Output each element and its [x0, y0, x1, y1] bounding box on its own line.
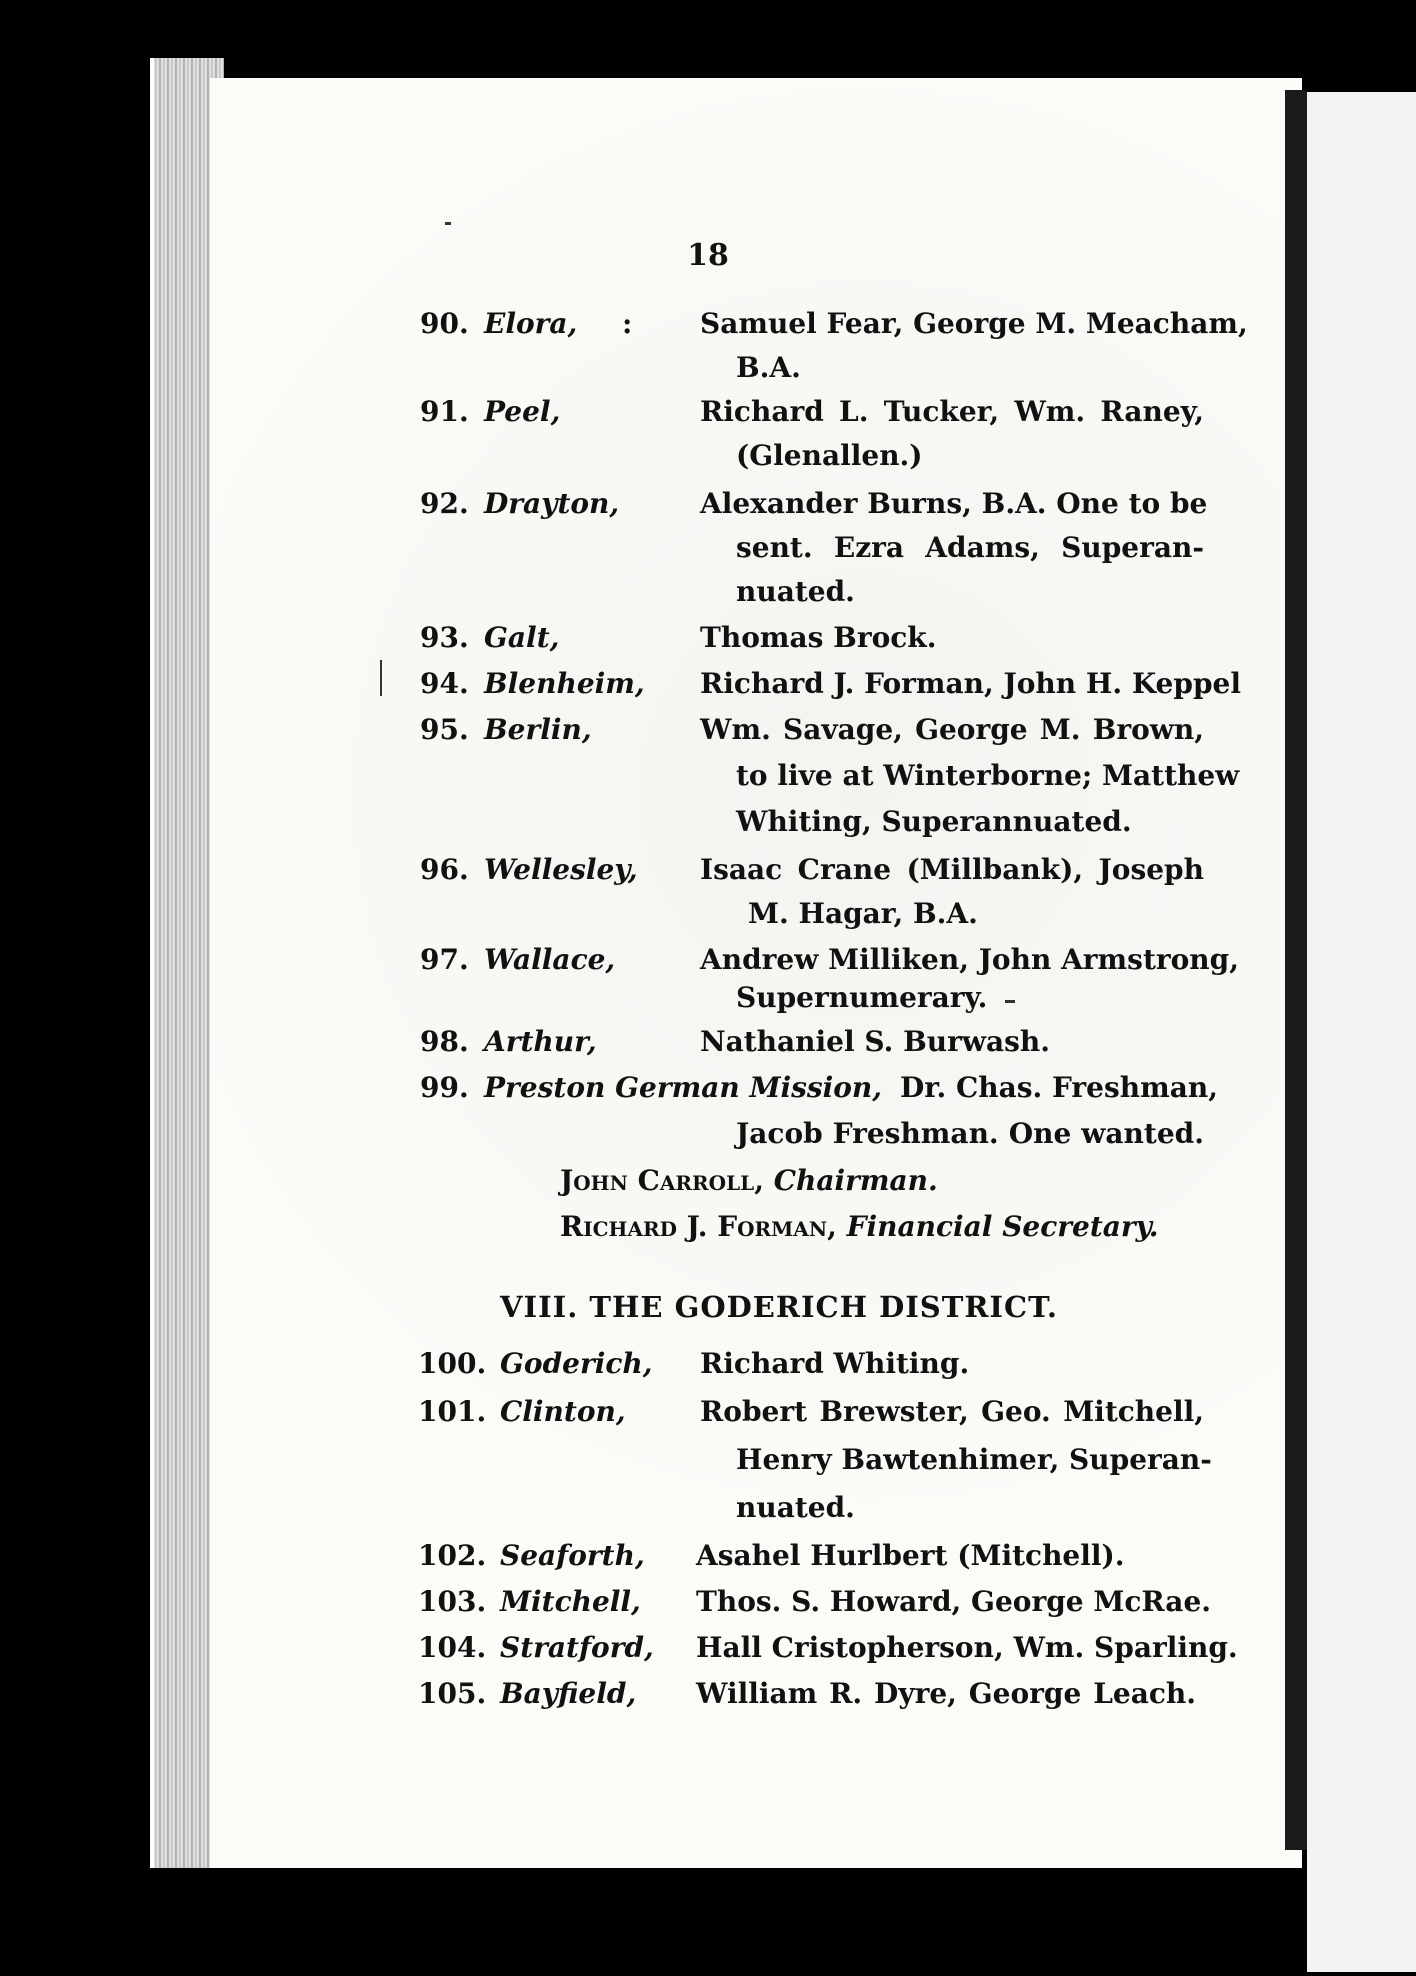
entry-pastors-line: Henry Bawtenhimer, Superan- — [736, 1443, 1212, 1476]
entry-number: 104. — [418, 1631, 487, 1664]
entry-pastors-line: Thomas Brock. — [700, 621, 937, 654]
entry-separator: : — [622, 307, 633, 340]
entry-place: Bayfield, — [500, 1677, 637, 1710]
entry-place: Preston German Mission, — [484, 1071, 883, 1104]
entry-number: 103. — [418, 1585, 487, 1618]
entry-number: 98. — [420, 1025, 469, 1058]
chairman-name: John Carroll, — [560, 1164, 764, 1197]
entry-number: 102. — [418, 1539, 487, 1572]
entry-pastors-line: M. Hagar, B.A. — [748, 897, 978, 930]
secretary-title: Financial Secretary. — [846, 1210, 1159, 1243]
entry-place: Arthur, — [484, 1025, 597, 1058]
chairman-signature — [560, 1164, 938, 1197]
entry-pastors-line: Samuel Fear, George M. Meacham, — [700, 307, 1248, 340]
entry-place: Wellesley, — [484, 853, 638, 886]
entry-pastors-line: Richard J. Forman, John H. Keppel — [700, 667, 1241, 700]
entry-pastors-line: Hall Cristopherson, Wm. Sparling. — [696, 1631, 1238, 1664]
entry-place: Berlin, — [484, 713, 592, 746]
entry-place: Elora, — [484, 307, 578, 340]
secretary-name: Richard J. Forman, — [560, 1210, 837, 1243]
entry-number: 105. — [418, 1677, 487, 1710]
entry-number: 101. — [418, 1395, 487, 1428]
entry-number: 93. — [420, 621, 469, 654]
entry-pastors-line: sent. Ezra Adams, Superan- — [736, 531, 1204, 564]
entry-number: 100. — [418, 1347, 487, 1380]
entry-pastors-line: Wm. Savage, George M. Brown, — [700, 713, 1204, 746]
entry-pastors-line: Andrew Milliken, John Armstrong, — [700, 943, 1239, 976]
entry-pastors-line: Nathaniel S. Burwash. — [700, 1025, 1050, 1058]
entry-number: 94. — [420, 667, 469, 700]
chairman-title: Chairman. — [773, 1164, 938, 1197]
entry-number: 95. — [420, 713, 469, 746]
entry-pastors-line: (Glenallen.) — [736, 439, 923, 472]
entry-place: Clinton, — [500, 1395, 626, 1428]
entry-pastors-line: Jacob Freshman. One wanted. — [736, 1117, 1204, 1150]
entry-pastors-line: Robert Brewster, Geo. Mitchell, — [700, 1395, 1204, 1428]
entry-pastors-line: nuated. — [736, 1491, 855, 1524]
district-heading: VIII. THE GODERICH DISTRICT. — [500, 1290, 1059, 1324]
entry-pastors-line: Dr. Chas. Freshman, — [900, 1071, 1218, 1104]
entry-pastors-line: Asahel Hurlbert (Mitchell). — [696, 1539, 1125, 1572]
entry-pastors-line: Richard Whiting. — [700, 1347, 970, 1380]
entry-place: Galt, — [484, 621, 560, 654]
entry-number: 92. — [420, 487, 469, 520]
entry-pastors-line: William R. Dyre, George Leach. — [696, 1677, 1196, 1710]
entry-pastors-line: Supernumerary. — [736, 981, 988, 1014]
entry-pastors-line: B.A. — [736, 351, 801, 384]
entry-pastors-line: Alexander Burns, B.A. One to be — [700, 487, 1208, 520]
secretary-signature — [560, 1210, 1158, 1243]
entry-pastors-line: Isaac Crane (Millbank), Joseph — [700, 853, 1204, 886]
entry-place: Seaforth, — [500, 1539, 645, 1572]
entry-number: 90. — [420, 307, 469, 340]
entry-number: 99. — [420, 1071, 469, 1104]
entry-pastors-line: Richard L. Tucker, Wm. Raney, — [700, 395, 1204, 428]
entry-place: Peel, — [484, 395, 561, 428]
entry-place: Goderich, — [500, 1347, 653, 1380]
entry-pastors-line: nuated. — [736, 575, 855, 608]
entry-number: 91. — [420, 395, 469, 428]
entry-number: 96. — [420, 853, 469, 886]
entry-place: Blenheim, — [484, 667, 645, 700]
page-number: 18 — [687, 238, 729, 273]
entry-place: Mitchell, — [500, 1585, 641, 1618]
entry-place: Stratford, — [500, 1631, 654, 1664]
entry-pastors-line: to live at Winterborne; Matthew — [736, 759, 1240, 792]
entry-pastors-line: Whiting, Superannuated. — [736, 805, 1132, 838]
entry-place: Drayton, — [484, 487, 620, 520]
entry-number: 97. — [420, 943, 469, 976]
entry-pastors-line: Thos. S. Howard, George McRae. — [696, 1585, 1212, 1618]
entry-place: Wallace, — [484, 943, 616, 976]
